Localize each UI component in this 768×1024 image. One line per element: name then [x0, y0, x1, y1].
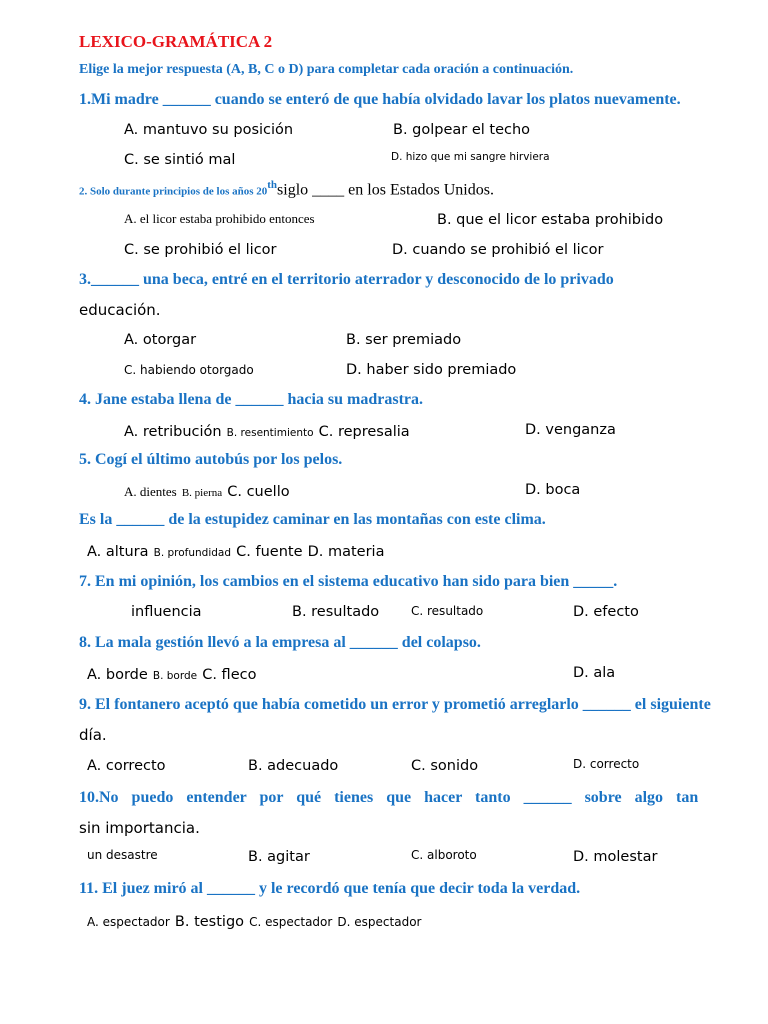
q6-options	[87, 543, 384, 560]
question-1: 1.Mi madre ______ cuando se enteró de que había olvidado lavar los platos nuevamente.	[79, 91, 681, 108]
question-8: 8. La mala gestión llevó a la empresa al ______ del colapso.	[79, 634, 481, 651]
q2-text-start: 2. Solo durante principios de los años 20	[79, 185, 268, 198]
q1-option-d: D. hizo que mi sangre hirviera	[391, 151, 550, 163]
q4-option-a: A. retribución	[124, 424, 222, 440]
q11-option-c: C. espectador	[249, 915, 333, 929]
q10-continuation: sin importancia.	[79, 819, 200, 837]
q11-option-b: B. testigo	[174, 914, 245, 930]
q8-option-a: A. borde	[87, 667, 148, 683]
question-2	[79, 180, 494, 198]
q5-option-d: D. boca	[525, 482, 581, 498]
q4-option-c: C. represalia	[318, 424, 410, 440]
q6-option-a: A. altura	[87, 544, 149, 560]
q9-option-b: B. adecuado	[248, 758, 339, 774]
q4-option-b: B. resentimiento	[226, 427, 314, 439]
question-3: 3.______ una beca, entré en el territorio aterrador y desconocido de lo privado	[79, 271, 614, 288]
q2-superscript: th	[267, 179, 278, 191]
q9-option-c: C. sonido	[411, 758, 479, 774]
q2-option-a: A. el licor estaba prohibido entonces	[124, 211, 315, 226]
q2-option-b: B. que el licor estaba prohibido	[437, 212, 664, 228]
q3-option-b: B. ser premiado	[346, 332, 462, 348]
q3-option-c: C. habiendo otorgado	[124, 363, 254, 377]
q6-option-c: C. fuente	[236, 544, 303, 560]
q4-options-abc	[124, 423, 410, 440]
q9-continuation: día.	[79, 726, 107, 744]
q7-option-b: B. resultado	[292, 604, 380, 620]
q4-option-d: D. venganza	[525, 422, 616, 438]
question-10	[79, 790, 699, 806]
q11-option-d: D. espectador	[337, 915, 422, 929]
question-5: 5. Cogí el último autobús por los pelos.	[79, 451, 343, 468]
q8-option-c: C. fleco	[202, 667, 257, 683]
q10-text: 10.No puedo entender por qué tienes que hacer tanto ______ sobre algo tan	[79, 789, 699, 806]
q1-option-b: B. golpear el techo	[393, 122, 531, 138]
q10-option-c: C. alboroto	[411, 848, 477, 862]
q2-option-c: C. se prohibió el licor	[124, 242, 277, 258]
q5-option-b: B. pierna	[181, 487, 223, 499]
q8-option-b: B. borde	[152, 670, 198, 682]
q6-option-b: B. profundidad	[153, 547, 232, 559]
q11-option-a: A. espectador	[87, 915, 170, 929]
q3-continuation: educación.	[79, 301, 161, 319]
q5-option-c: C. cuello	[227, 484, 290, 500]
q1-option-a: A. mantuvo su posición	[124, 122, 294, 138]
question-11: 11. El juez miró al ______ y le recordó que tenía que decir toda la verdad.	[79, 880, 581, 897]
q9-option-d: D. correcto	[573, 757, 640, 771]
q5-option-a: A. dientes	[124, 484, 177, 499]
question-4: 4. Jane estaba llena de ______ hacia su madrastra.	[79, 391, 423, 408]
page-title: LEXICO-GRAMÁTICA 2	[79, 32, 273, 51]
q8-option-d: D. ala	[573, 665, 616, 681]
q3-option-d: D. haber sido premiado	[346, 362, 517, 378]
q10-option-d: D. molestar	[573, 849, 658, 865]
q2-option-d: D. cuando se prohibió el licor	[392, 242, 604, 258]
q7-option-c: C. resultado	[411, 604, 484, 618]
question-7: 7. En mi opinión, los cambios en el sistema educativo han sido para bien _____.	[79, 573, 618, 590]
q3-option-a: A. otorgar	[124, 332, 197, 348]
q1-option-c: C. se sintió mal	[124, 152, 236, 168]
q2-text-rest: siglo ____ en los Estados Unidos.	[277, 181, 494, 199]
question-6: Es la ______ de la estupidez caminar en las montañas con este clima.	[79, 511, 546, 528]
q7-option-a: influencia	[131, 604, 202, 620]
q9-option-a: A. correcto	[87, 758, 166, 774]
q8-options-abc	[87, 666, 256, 683]
q10-option-a: un desastre	[87, 848, 158, 862]
q10-option-b: B. agitar	[248, 849, 310, 865]
q5-options-abc	[124, 483, 290, 500]
instructions: Elige la mejor respuesta (A, B, C o D) para completar cada oración a continuación.	[79, 62, 574, 77]
question-9: 9. El fontanero aceptó que había cometido un error y prometió arreglarlo ______ el siguiente	[79, 696, 711, 713]
q6-option-d: D. materia	[307, 544, 385, 560]
q11-options	[87, 913, 421, 930]
q7-option-d: D. efecto	[573, 604, 639, 620]
